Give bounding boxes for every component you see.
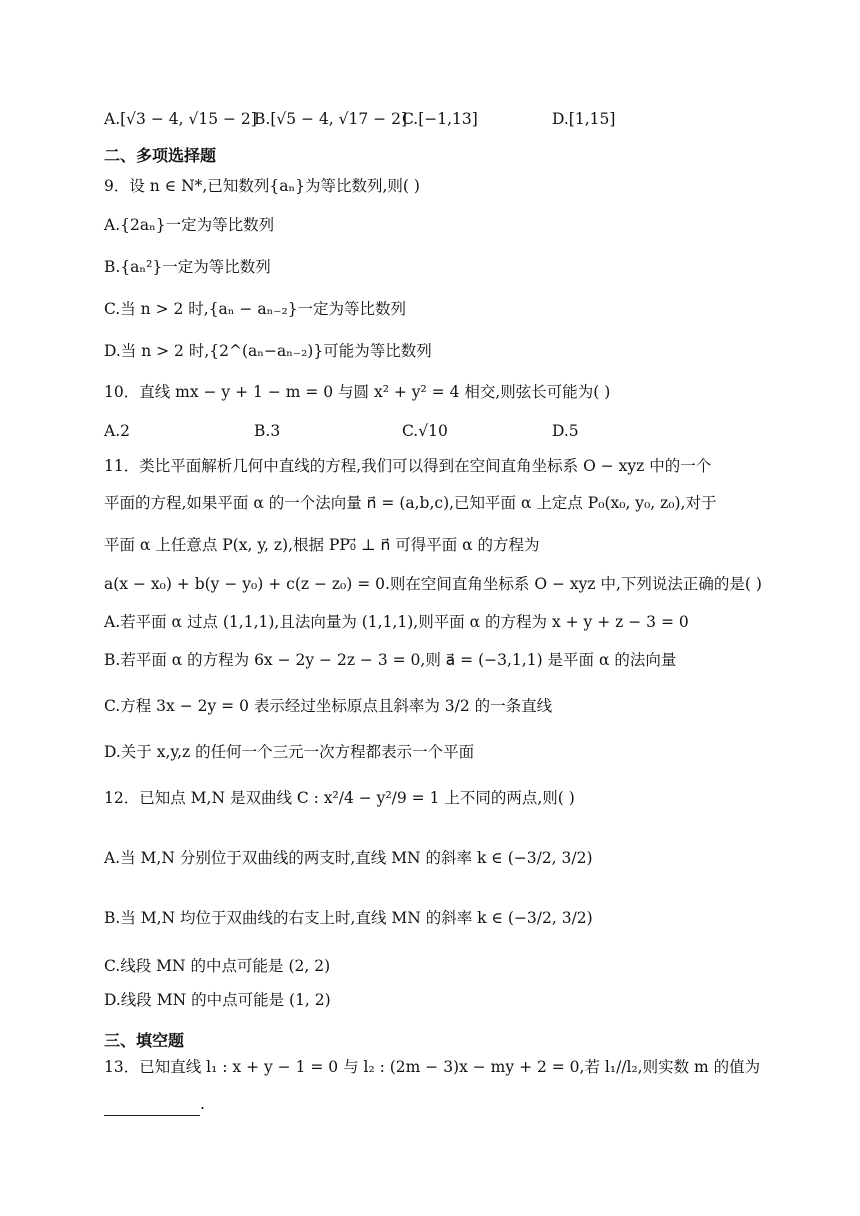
q9-option-b: B.{aₙ²}一定为等比数列 (104, 258, 271, 276)
q10-stem: 10．直线 mx − y + 1 − m = 0 与圆 x² + y² = 4 相交,则弦长可能为( ) (104, 383, 611, 401)
q12-option-d: D.线段 MN 的中点可能是 (1, 2) (104, 991, 331, 1009)
q11-option-b: B.若平面 α 的方程为 6x − 2y − 2z − 3 = 0,则 a⃗ = (−3,1,1) 是平面 α 的法向量 (104, 651, 677, 669)
q9-option-d: D.当 n > 2 时,{2^(aₙ−aₙ₋₂)}可能为等比数列 (104, 342, 432, 360)
q12-option-a: A.当 M,N 分别位于双曲线的两支时,直线 MN 的斜率 k ∈ (−3/2, 3/2) (104, 849, 593, 867)
q10-option-d: D.5 (552, 422, 579, 440)
q11-option-c: C.方程 3x − 2y = 0 表示经过坐标原点且斜率为 3/2 的一条直线 (104, 697, 553, 715)
q11-option-d: D.关于 x,y,z 的任何一个三元一次方程都表示一个平面 (104, 743, 475, 761)
q9-option-a: A.{2aₙ}一定为等比数列 (104, 216, 275, 234)
q11-line-1: 11．类比平面解析几何中直线的方程,我们可以得到在空间直角坐标系 O − xyz 中的一个 (104, 457, 712, 475)
q8-option-c: C.[−1,13] (402, 110, 478, 128)
q9-option-c: C.当 n > 2 时,{aₙ − aₙ₋₂}一定为等比数列 (104, 300, 407, 318)
section-title-fill-in: 三、填空题 (104, 1031, 185, 1050)
q9-stem: 9．设 n ∈ N*,已知数列{aₙ}为等比数列,则( ) (104, 177, 420, 195)
q8-option-d: D.[1,15] (552, 110, 616, 128)
q10-option-a: A.2 (104, 422, 130, 440)
q8-option-b: B.[√5 − 4, √17 − 2] (254, 110, 408, 128)
q10-option-b: B.3 (254, 422, 281, 440)
q12-option-c: C.线段 MN 的中点可能是 (2, 2) (104, 957, 331, 975)
q11-line-2: 平面的方程,如果平面 α 的一个法向量 n⃗ = (a,b,c),已知平面 α 上定点 P₀(x₀, y₀, z₀),对于 (104, 494, 717, 512)
q11-line-3: 平面 α 上任意点 P(x, y, z),根据 PP₀⃗ ⊥ n⃗ 可得平面 α 的方程为 (104, 536, 540, 554)
q12-stem: 12．已知点 M,N 是双曲线 C : x²/4 − y²/9 = 1 上不同的两点,则( ) (104, 789, 575, 807)
q11-line-4: a(x − x₀) + b(y − y₀) + c(z − z₀) = 0.则在空间直角坐标系 O − xyz 中,下列说法正确的是( ) (104, 575, 762, 593)
q13-stem: 13．已知直线 l₁ : x + y − 1 = 0 与 l₂ : (2m − 3)x − my + 2 = 0,若 l₁//l₂,则实数 m 的值为 (104, 1058, 761, 1076)
q13-answer-row (104, 1092, 820, 1116)
q8-option-a: A.[√3 − 4, √15 − 2] (104, 110, 257, 128)
q13-answer-blank[interactable] (104, 1097, 200, 1116)
section-title-multiple-choice: 二、多项选择题 (104, 146, 217, 165)
q10-option-c: C.√10 (402, 422, 448, 440)
q11-option-a: A.若平面 α 过点 (1,1,1),且法向量为 (1,1,1),则平面 α 的方程为 x + y + z − 3 = 0 (104, 613, 689, 631)
q13-tail: . (200, 1095, 205, 1113)
q12-option-b: B.当 M,N 均位于双曲线的右支上时,直线 MN 的斜率 k ∈ (−3/2, 3/2) (104, 909, 593, 927)
